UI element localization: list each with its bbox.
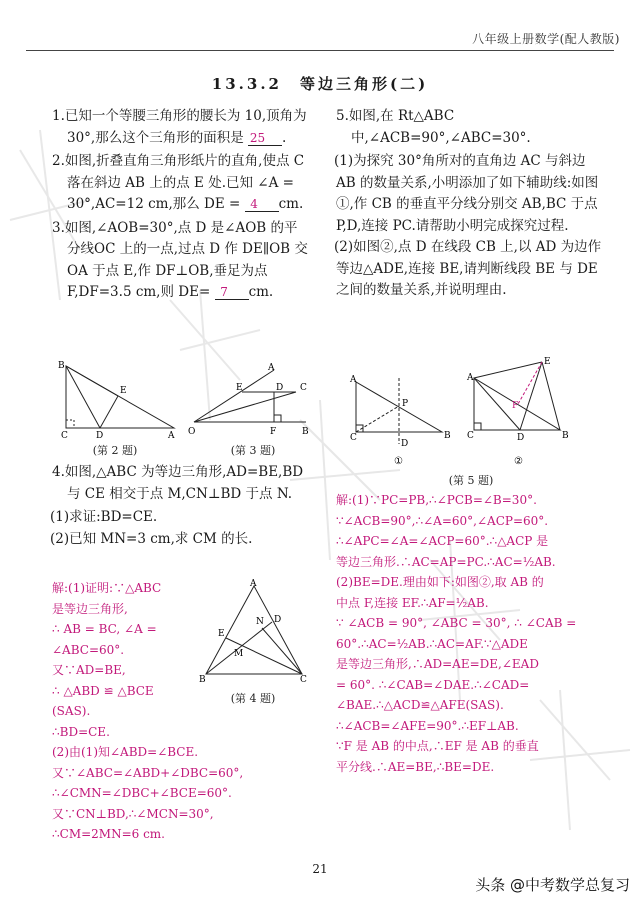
- q4-sol-line: ∴∠CMN=∠DBC+∠BCE=60°.: [52, 786, 232, 800]
- svg-text:D: D: [96, 431, 104, 440]
- svg-text:A: A: [350, 375, 357, 385]
- svg-text:D: D: [401, 439, 409, 449]
- section-title: 13.3.2 等边三角形(二): [211, 75, 429, 93]
- svg-text:C: C: [61, 431, 68, 440]
- fig5-mark-1: ①: [394, 456, 403, 467]
- figure-q5-label: (第 5 题): [448, 474, 494, 487]
- svg-text:C: C: [467, 431, 474, 441]
- q5-sol-line: = 60°. ∴∠CAB=∠DAE.∴∠CAD=: [336, 677, 530, 692]
- svg-text:D: D: [517, 433, 525, 443]
- q2-answer: 4: [245, 197, 279, 212]
- q5-part2: (2)如图②,点 D 在线段 CB 上,以 AD 为边作等边△ADE,连接 BE,请判断线段 BE 与 DE 之间的数量关系,并说明理由.: [334, 239, 602, 298]
- q5-sol-line: 中点 F,连接 EF.∴AF=½AB.: [336, 595, 489, 610]
- q5-sol-line: ∴∠ACB=∠AFE=90°.∴EF⊥AB.: [336, 718, 519, 733]
- q5-text: 5.如图,在 Rt△ABC 中,∠ACB=90°,∠ABC=30°.: [336, 108, 531, 146]
- figure-q5-1: [344, 374, 456, 470]
- q5-solution: [336, 490, 616, 777]
- q4-sol-line: (2)由(1)知∠ABD=∠BCE.: [52, 745, 199, 759]
- left-column: [52, 106, 310, 306]
- svg-text:A: A: [467, 373, 474, 383]
- q4-sol-line: 是等边三角形,: [52, 601, 128, 616]
- page-header: 八年级上册数学(配人教版): [472, 32, 620, 46]
- question-2: [52, 151, 310, 216]
- figure-q4: [196, 578, 310, 686]
- q4-part2: (2)已知 MN=3 cm,求 CM 的长.: [50, 530, 253, 547]
- q3-text: 3.如图,∠AOB=30°,点 D 是∠AOB 的平分线OC 上的一点,过点 D 作 DE∥OB 交 OA 于点 E,作 DF⊥OB,垂足为点 F,DF=3.5 cm,则 DE=: [52, 219, 308, 300]
- svg-text:E: E: [544, 357, 551, 367]
- q5-sol-line: 平分线.∴AE=BE,∴BE=DE.: [336, 759, 495, 774]
- q4-sol-line: ∴ △ABD ≌ △BCE: [52, 683, 154, 698]
- q5-part1: (1)为探究 30°角所对的直角边 AC 与斜边 AB 的数量关系,小明添加了如下辅助线:如图①,作 CB 的垂直平分线分别交 AB,BC 于点 P,D,连接 PC.请帮助小明完成探究过程.: [334, 153, 599, 234]
- svg-text:B: B: [444, 431, 451, 441]
- svg-text:A: A: [250, 579, 257, 589]
- q4-sol-line: 又∵CN⊥BD,∴∠MCN=30°,: [52, 806, 214, 821]
- svg-text:C: C: [300, 675, 307, 685]
- fig5-mark-2: ②: [514, 456, 523, 467]
- svg-text:A: A: [268, 363, 275, 373]
- q5-sol-line: ∵∠ACB=90°,∴∠A=60°,∠ACP=60°.: [336, 513, 549, 528]
- figure-q4-label: (第 4 题): [230, 692, 276, 705]
- svg-text:F: F: [512, 401, 519, 411]
- question-5: [336, 106, 608, 302]
- question-1: [52, 106, 310, 149]
- svg-text:F: F: [270, 427, 277, 437]
- svg-text:M: M: [234, 649, 244, 659]
- q2-text: 2.如图,折叠直角三角形纸片的直角,使点 C 落在斜边 AB 上的点 E 处.已知 ∠A = 30°,AC=12 cm,那么 DE =: [52, 153, 305, 212]
- svg-text:N: N: [256, 617, 264, 627]
- q1-answer: 25: [248, 131, 282, 146]
- svg-text:D: D: [274, 615, 282, 625]
- q4-sol-line: 又∵AD=BE,: [52, 663, 126, 677]
- svg-text:P: P: [402, 399, 409, 409]
- q5-sol-line: ∴∠APC=∠A=∠ACP=60°.∴△ACP 是: [336, 534, 549, 548]
- q1-text: 1.已知一个等腰三角形的腰长为 10,顶角为 30°,那么这个三角形的面积是: [52, 108, 307, 146]
- q4-text: 4.如图,△ABC 为等边三角形,AD=BE,BD 与 CE 相交于点 M,CN⊥BD 于点 N.: [52, 464, 304, 502]
- svg-text:B: B: [302, 427, 309, 437]
- q4-sol-line: ∴BD=CE.: [52, 724, 110, 739]
- svg-text:O: O: [188, 427, 196, 437]
- svg-text:C: C: [350, 433, 357, 443]
- q2-end: cm.: [278, 196, 304, 212]
- q4-sol-line: 解:(1)证明:∵△ABC: [52, 581, 162, 595]
- page-number: 21: [312, 862, 328, 876]
- question-3: [52, 218, 310, 304]
- q3-end: cm.: [248, 284, 274, 300]
- figure-q2: [52, 358, 182, 440]
- q4-part1: (1)求证:BD=CE.: [50, 509, 158, 525]
- figure-q2-label: (第 2 题): [92, 444, 138, 457]
- svg-text:E: E: [236, 383, 243, 393]
- svg-text:B: B: [562, 431, 569, 441]
- svg-text:B: B: [58, 361, 65, 371]
- q4-sol-line: ∠ABC=60°.: [52, 642, 125, 657]
- q3-answer: 7: [215, 285, 249, 300]
- svg-text:D: D: [276, 383, 284, 393]
- header-divider: [26, 50, 614, 51]
- q5-sol-line: 60°.∴AC=½AB.∴AC=AF.∵△ADE: [336, 636, 528, 651]
- q1-end: .: [282, 129, 287, 146]
- q5-sol-line: ∵F 是 AB 的中点,∴EF 是 AB 的垂直: [336, 739, 539, 753]
- source-watermark: 头条 @中考数学总复习: [475, 876, 630, 894]
- q4-sol-line: 又∵∠ABC=∠ABD+∠DBC=60°,: [52, 765, 244, 780]
- svg-text:E: E: [120, 386, 127, 396]
- q5-sol-line: (2)BE=DE.理由如下:如图②,取 AB 的: [336, 575, 544, 589]
- figure-q3-label: (第 3 题): [230, 444, 276, 457]
- q5-sol-line: 等边三角形.∴AC=AP=PC.∴AC=½AB.: [336, 554, 556, 569]
- q4-sol-line: ∴CM=2MN=6 cm.: [52, 827, 165, 841]
- q5-sol-line: ∠BAE.∴△ACD≌△AFE(SAS).: [336, 698, 504, 712]
- q5-sol-line: 是等边三角形,∴AD=AE=DE,∠EAD: [336, 657, 539, 671]
- q4-sol-line: (SAS).: [52, 704, 91, 718]
- svg-text:C: C: [300, 383, 307, 393]
- q5-sol-line: ∵ ∠ACB = 90°, ∠ABC = 30°, ∴ ∠CAB =: [336, 616, 577, 630]
- question-4: [52, 462, 310, 550]
- q4-sol-line: ∴ AB = BC, ∠A =: [52, 622, 157, 636]
- svg-text:A: A: [168, 431, 175, 440]
- figure-q5-2: [462, 356, 576, 470]
- figure-q3: [184, 360, 314, 442]
- svg-text:E: E: [218, 629, 225, 639]
- svg-text:B: B: [199, 675, 206, 685]
- q5-sol-line: 解:(1)∵PC=PB,∴∠PCB=∠B=30°.: [336, 493, 537, 507]
